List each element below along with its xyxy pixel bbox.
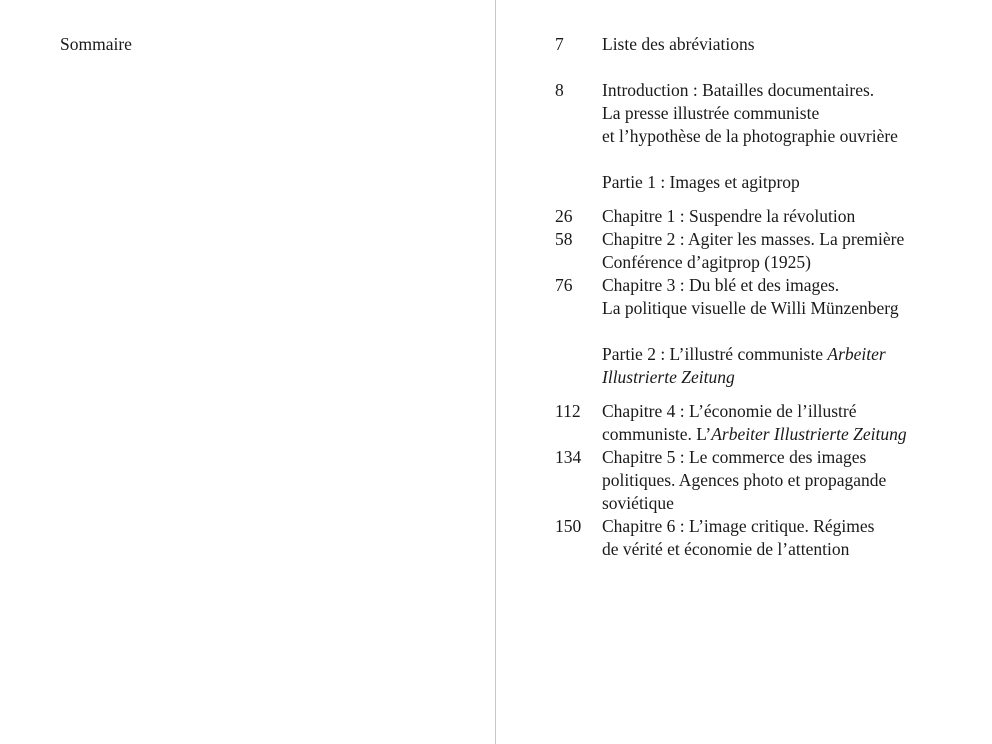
toc-title-line: Chapitre 2 : Agiter les masses. La première [602,229,905,249]
toc-title-line: de vérité et économie de l’attention [602,539,850,559]
toc-title-line: La politique visuelle de Willi Münzenberg [602,298,899,318]
toc-entry-title [602,79,975,148]
toc-entry-chapter-6 [555,515,975,561]
toc-title-line: Liste des abréviations [602,34,755,54]
toc-entry-chapter-5 [555,446,975,515]
right-page [497,0,992,744]
toc-entry-title [602,33,975,56]
toc-part-title [602,171,975,194]
table-of-contents [555,33,975,561]
toc-title-italic: Arbeiter Illustrierte Zeitung [711,424,907,444]
toc-title-line [602,343,975,366]
toc-title-italic-line: Illustrierte Zeitung [602,367,735,387]
toc-title-line: Introduction : Batailles documentaires. [602,80,875,100]
toc-title-line: Chapitre 6 : L’image critique. Régimes [602,516,875,536]
toc-entry-chapter-2 [555,228,975,274]
toc-part-1 [555,171,975,194]
toc-title-line: Chapitre 4 : L’économie de l’illustré [602,401,857,421]
toc-title-line: soviétique [602,493,674,513]
toc-page-number: 134 [555,447,582,467]
toc-title-line: et l’hypothèse de la photographie ouvrière [602,126,898,146]
toc-title-italic: Arbeiter [827,344,886,364]
toc-part-2 [555,343,975,389]
toc-page-number: 112 [555,401,581,421]
toc-entry-title [602,205,975,228]
toc-title-line: Chapitre 5 : Le commerce des images [602,447,867,467]
toc-page-number: 7 [555,34,564,54]
toc-title-line: politiques. Agences photo et propagande [602,470,887,490]
toc-part-title [602,343,975,389]
toc-title-line: La presse illustrée communiste [602,103,820,123]
toc-entry-title [602,228,975,274]
toc-entry-title [602,515,975,561]
toc-title-line: Conférence d’agitprop (1925) [602,252,811,272]
toc-title-line: Chapitre 1 : Suspendre la révolution [602,206,856,226]
toc-entry-introduction [555,79,975,148]
page-heading: Sommaire [60,34,132,54]
toc-title-line: Chapitre 3 : Du blé et des images. [602,275,840,295]
toc-title-text: communiste. L’ [602,424,712,444]
toc-entry-chapter-3 [555,274,975,320]
page-gutter [495,0,496,744]
toc-entry-chapter-1 [555,205,975,228]
toc-entry-title [602,400,975,446]
toc-page-number: 150 [555,516,582,536]
toc-page-number: 58 [555,229,573,249]
toc-entry-title [602,446,975,515]
toc-entry-chapter-4 [555,400,975,446]
toc-page-number: 76 [555,275,573,295]
toc-entry-title [602,274,975,320]
toc-title-line: Partie 1 : Images et agitprop [602,172,800,192]
toc-page-number: 26 [555,206,573,226]
toc-title-text: Partie 2 : L’illustré communiste [602,344,828,364]
toc-title-line [602,423,975,446]
toc-page-number: 8 [555,80,564,100]
toc-entry-abbreviations [555,33,975,56]
